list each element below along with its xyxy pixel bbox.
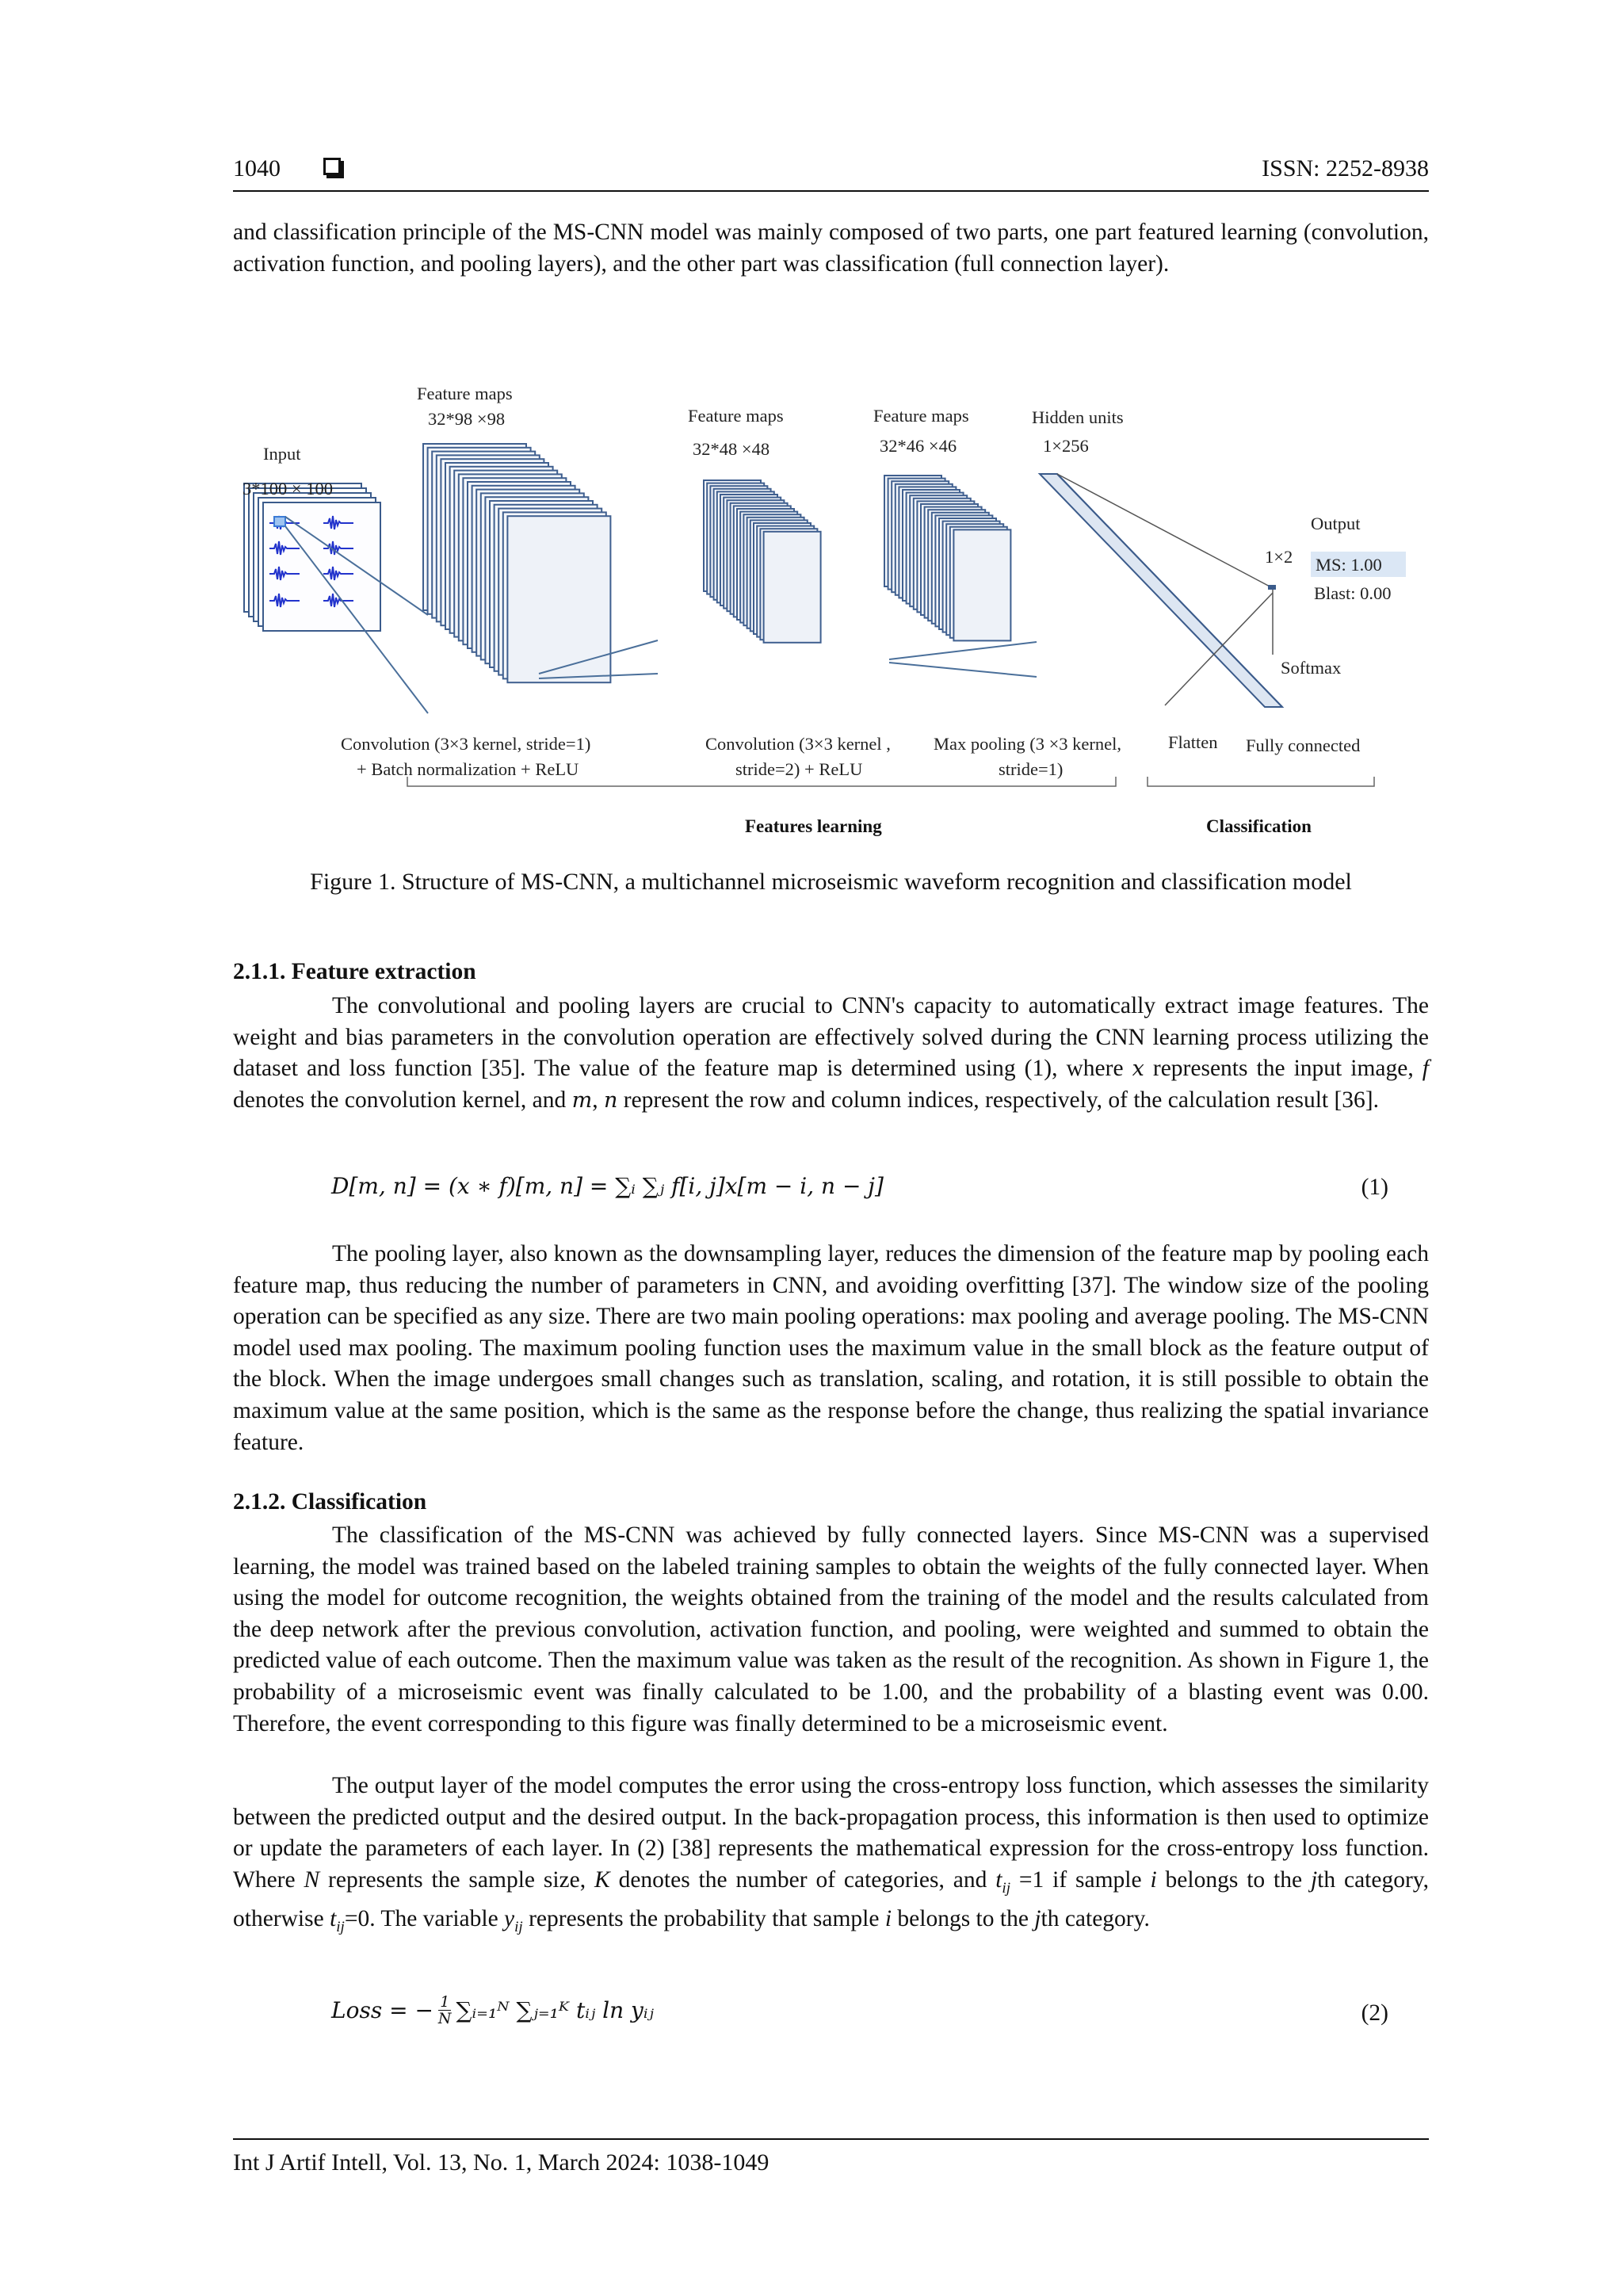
pool-label-line2: stride=1) [999,759,1064,779]
classification-label: Classification [1206,816,1312,836]
header-rule [233,190,1429,192]
hidden-units-bar [1040,474,1282,707]
feature-extraction-paragraph-2: The pooling layer, also known as the downsampling layer, reduces the dimension of the feature map by pooling each feature map, thus reducing the number of parameters in CNN, and avoiding overfitting [37]. The window size of the pooling operation can be specified as any size. There are two main pooling operations: max pooling and average pooling. The MS-CNN model used max pooling. The maximum pooling function uses the maximum value in the small block as the feature output of the block. When the image undergoes small changes such as translation, scaling, and rotation, it is still possible to obtain the maximum value at the same position, which is the same as the response before the change, thus realizing the spatial invariance feature. [233,1241,1429,1455]
fm2-size: 32*48 ×48 [693,439,770,459]
page-number: 1040 [233,155,281,181]
footer-citation: Int J Artif Intell, Vol. 13, No. 1, March 2024: 1038-1049 [233,2149,769,2176]
hidden-label: Hidden units [1032,407,1124,427]
conv1-label-line2: + Batch normalization + ReLU [357,759,579,779]
feature-map-3-sheet [953,529,1010,640]
intro-paragraph: and classification principle of the MS-CNN model was mainly composed of two parts, one part featured learning (convolution, activation function, and pooling layers), and the other part was classification (full connection layer). [233,220,1429,277]
pool-label-line1: Max pooling (3 ×3 kernel, [934,734,1122,754]
output-ms: MS: 1.00 [1316,555,1382,575]
equation-2-rhs: ∑ᵢ₌₁ᴺ ∑ⱼ₌₁ᴷ tᵢⱼ ln yᵢⱼ [456,1997,654,2023]
output-blast: Blast: 0.00 [1314,583,1392,603]
input-label: Input [263,444,301,464]
equation-2-numerator: 1 [440,1993,450,2011]
figure-1-diagram [230,372,1442,848]
input-images [244,483,380,631]
fm3-label: Feature maps [873,406,969,426]
equation-2 [331,1994,654,2027]
classification-bracket [1148,777,1374,786]
hidden-size: 1×256 [1043,436,1089,456]
output-node [1268,585,1276,590]
output-label: Output [1311,514,1361,533]
fm3-size: 32*46 ×46 [880,436,957,456]
conv1-label-line1: Convolution (3×3 kernel, stride=1) [341,734,591,754]
flatten-label: Flatten [1168,732,1218,752]
section-heading-classification: 2.1.2. Classification [233,1489,427,1515]
feature-maps-1-stack [423,444,610,682]
fully-connected-label: Fully connected [1246,735,1361,755]
classification-paragraph-1: The classification of the MS-CNN was achieved by fully connected layers. Since MS-CNN was a supervised learning, the model was trained based on the labeled training samples to obtain the weights of the fully connected layer. When using the model for outcome recognition, the weights obtained from the training of the model and the results calculated from the deep network after the previous convolution, activation function, and pooling, were weighted and summed to obtain the predicted value of each outcome. Then the maximum value was taken as the result of the recognition. As shown in Figure 1, the probability of a microseismic event was finally calculated to be 1.00, and the probability of a blasting event was 0.00. Therefore, the event corresponding to this figure was finally determined to be a microseismic event. [233,1522,1429,1736]
equation-2-fraction [438,1994,452,2027]
figure-caption: Figure 1. Structure of MS-CNN, a multichannel microseismic waveform recognition and classification model [310,869,1352,895]
conv2-label-line1: Convolution (3×3 kernel , [705,734,891,754]
equation-2-denominator: N [437,2010,452,2027]
issn: ISSN: 2252-8938 [1262,155,1429,181]
output-size: 1×2 [1265,547,1293,567]
features-learning-label: Features learning [745,816,882,836]
header-box-icon [323,158,341,175]
feature-maps-2-stack [704,480,821,643]
equation-2-number: (2) [1361,2000,1388,2026]
conv2-label-line2: stride=2) + ReLU [735,759,863,779]
equation-1-number: (1) [1361,1175,1388,1200]
fm1-size: 32*98 ×98 [428,409,506,429]
feature-extraction-paragraph-1: The convolutional and pooling layers are crucial to CNN's capacity to automatically extract image features. The weight and bias parameters in the convolution operation are effectively solved during the CNN learning process utilizing the dataset and loss function [35]. The value of the feature map is determined using (1), where x represents the input image, f denotes the convolution kernel, and m, n represent the row and column indices, respectively, of the calculation result [36]. [233,993,1429,1113]
footer-rule [233,2138,1429,2140]
section-heading-feature-extraction: 2.1.1. Feature extraction [233,959,476,984]
equation-1: D[m, n] = (x ∗ f)[m, n] = ∑ᵢ ∑ⱼ f[i, j]x[m − i, n − j] [331,1173,884,1199]
feature-maps-3-stack [884,476,1010,640]
equation-2-lhs: Loss = − [331,1997,433,2023]
classification-paragraph-2: The output layer of the model computes the error using the cross-entropy loss function, which assesses the similarity between the predicted output and the desired output. In the back-propagation process, this information is then used to optimize or update the parameters of each layer. In (2) [38] represents the mathematical expression for the cross-entropy loss function. Where N represents the sample size, K denotes the number of categories, and $t_{ij} =1$ if sample i belongs to the jth category, otherwise $t_{ij}=0$. The variable $y_{ij}$ represents the probability that sample i belongs to the jth category. [233,1773,1429,1936]
fm1-label: Feature maps [417,384,513,403]
input-size: 3*100 × 100 [242,479,333,499]
fm2-label: Feature maps [688,406,784,426]
feature-map-2-sheet [764,532,821,643]
softmax-label: Softmax [1281,658,1342,678]
